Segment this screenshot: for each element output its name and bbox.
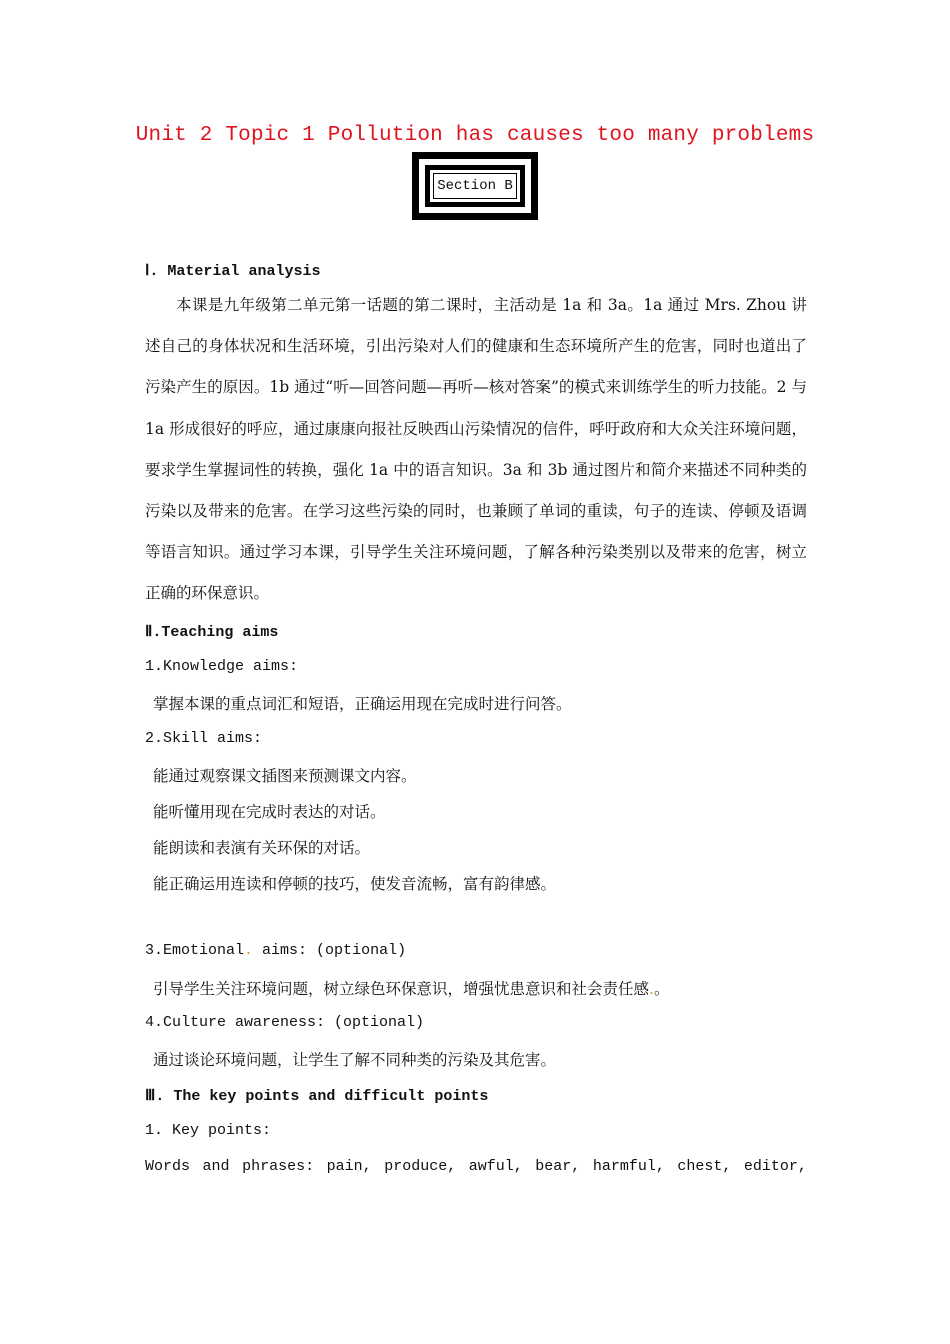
key-word: Words	[145, 1158, 191, 1175]
key-word: produce,	[384, 1158, 457, 1175]
material-analysis-heading: Ⅰ. Material analysis	[145, 263, 321, 280]
emotional-aims-text: 引导学生关注环境问题，树立绿色环保意识，增强忧患意识和社会责任感.。	[153, 980, 670, 998]
key-word: phrases:	[242, 1158, 315, 1175]
knowledge-aims-label: 1.Knowledge aims:	[145, 658, 299, 675]
key-word: chest,	[677, 1158, 732, 1175]
highlight-mark: .	[244, 942, 254, 959]
key-words-line	[145, 1158, 807, 1175]
emotional-aims-label: 3.Emotional. aims: (optional)	[145, 942, 407, 959]
knowledge-aims-text: 掌握本课的重点词汇和短语，正确运用现在完成时进行问答。	[153, 695, 572, 713]
key-word: bear,	[535, 1158, 581, 1175]
section-label: Section B	[433, 173, 517, 199]
key-points-label: 1. Key points:	[145, 1122, 272, 1139]
material-analysis-paragraph: 本课是九年级第二单元第一话题的第二课时，主活动是 1a 和 3a。1a 通过 Mrs. Zhou 讲述自己的身体状况和生活环境，引出污染对人们的健康和生态环境所产生的危害，同时也道出了污染产生的原因。1b 通过“听—回答问题—再听—核对答案”的模式来训练学生的听力技能。2 与 1a 形成很好的呼应，通过康康向报社反映西山污染情况的信件，呼吁政府和大众关注环境问题，要求学生掌握词性的转换，强化 1a 中的语言知识。3a 和 3b 通过图片和简介来描述不同种类的污染以及带来的危害。在学习这些污染的同时，也兼顾了单词的重读，句子的连读、停顿及语调等语言知识。通过学习本课，引导学生关注环境问题，了解各种污染类别以及带来的危害，树立正确的环保意识。	[145, 296, 807, 603]
key-word: editor,	[743, 1158, 807, 1175]
skill-aim-item: 能正确运用连读和停顿的技巧，使发音流畅，富有韵律感。	[153, 875, 557, 893]
culture-awareness-text: 通过谈论环境问题，让学生了解不同种类的污染及其危害。	[153, 1051, 557, 1069]
skill-aim-item: 能听懂用现在完成时表达的对话。	[153, 803, 386, 821]
teaching-aims-heading: Ⅱ.Teaching aims	[145, 624, 279, 641]
key-word: and	[202, 1158, 230, 1175]
key-points-heading: Ⅲ. The key points and difficult points	[145, 1088, 489, 1105]
skill-aim-item: 能通过观察课文插图来预测课文内容。	[153, 767, 417, 785]
section-label-box	[412, 152, 538, 220]
culture-awareness-label: 4.Culture awareness: (optional)	[145, 1014, 425, 1031]
key-word: awful,	[468, 1158, 523, 1175]
highlight-mark: .	[649, 980, 654, 998]
skill-aim-item: 能朗读和表演有关环保的对话。	[153, 839, 371, 857]
key-word: harmful,	[592, 1158, 665, 1175]
skill-aims-label: 2.Skill aims:	[145, 730, 263, 747]
key-word: pain,	[326, 1158, 372, 1175]
document-title: Unit 2 Topic 1 Pollution has causes too many problems	[135, 124, 815, 147]
